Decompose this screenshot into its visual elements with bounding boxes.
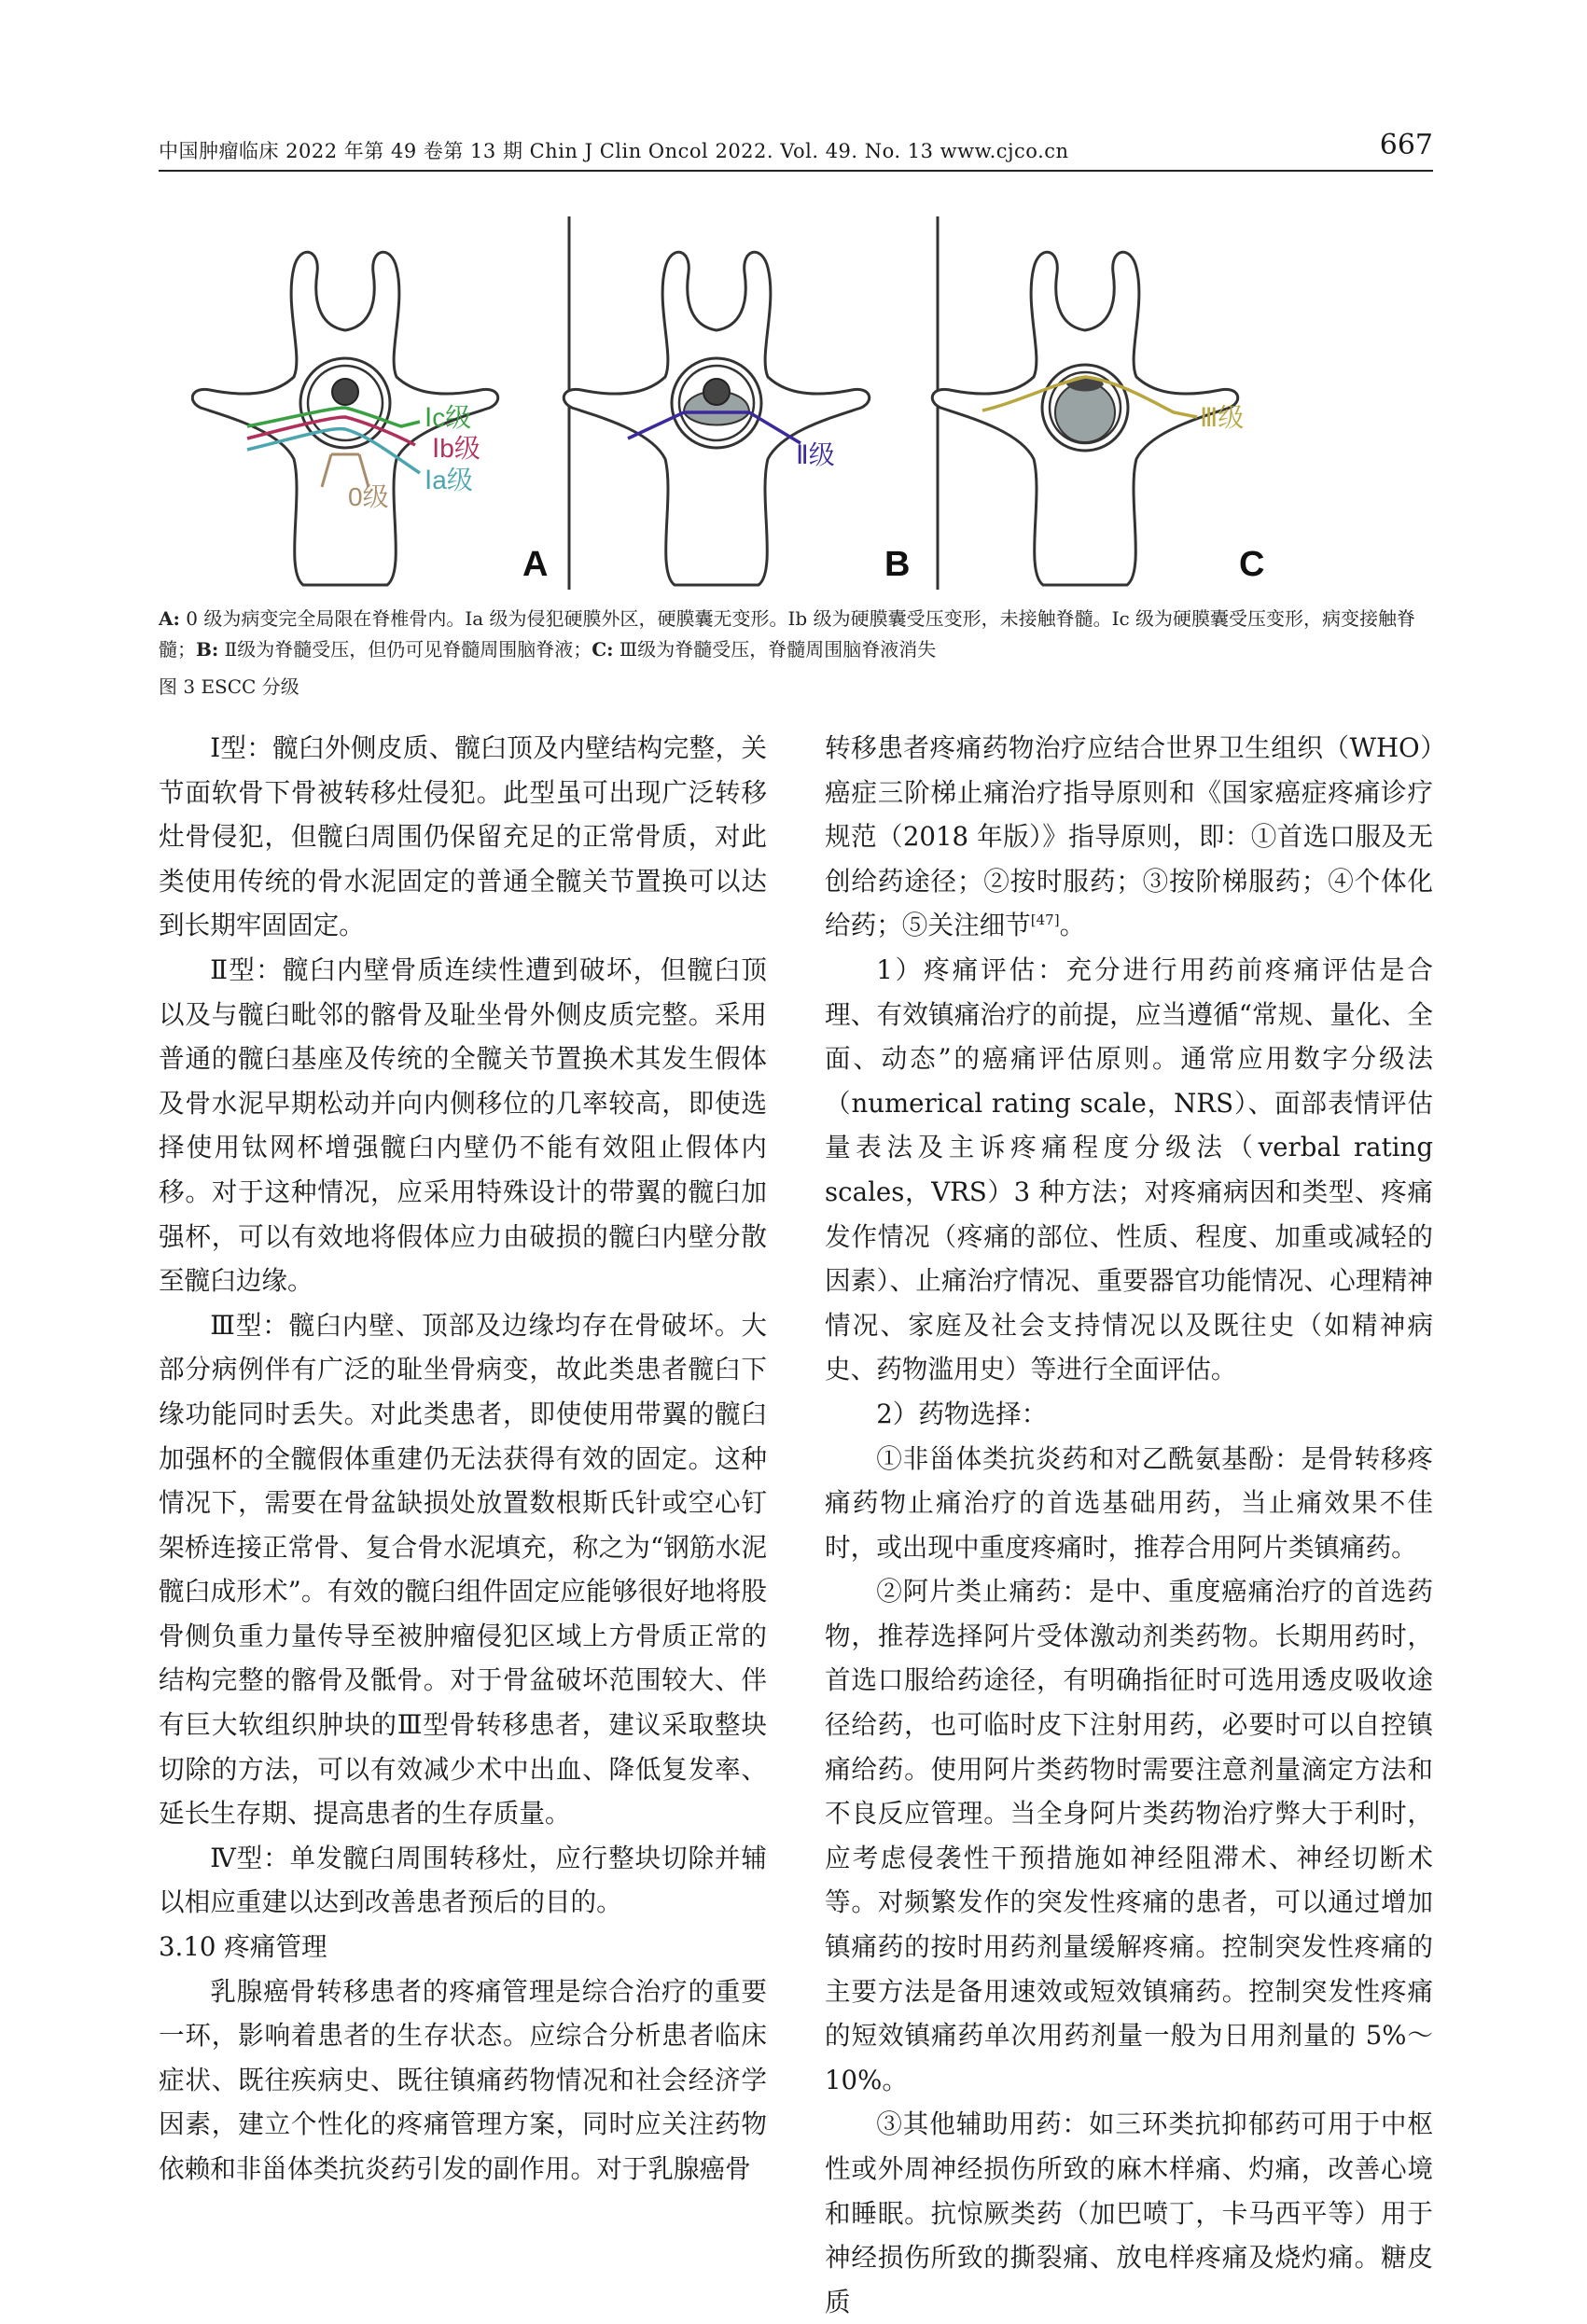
escc-panels: [191, 216, 1453, 608]
paragraph-nsaids: ①非甾体类抗炎药和对乙酰氨基酚：是骨转移疼痛药物止痛治疗的首选基础用药，当止痛效果不佳时，或出现中重度疼痛时，推荐合用阿片类镇痛药。: [825, 1442, 1433, 1563]
paragraph-pain-management: 乳腺癌骨转移患者的疼痛管理是综合治疗的重要一环，影响着患者的生存状态。应综合分析患者临床症状、既往疾病史、既往镇痛药物情况和社会经济学因素，建立个性化的疼痛管理方案，同时应关注药物依赖和非甾体类抗炎药引发的副作用。对于乳腺癌骨: [159, 1975, 767, 2184]
paragraph-adjuvants: ③其他辅助用药：如三环类抗抑郁药可用于中枢性或外周神经损伤所致的麻木样痛、灼痛，改善心境和睡眠。抗惊厥类药（加巴喷丁，卡马西平等）用于神经损伤所致的撕裂痛、放电样疼痛及烧灼痛。糖皮质: [825, 2108, 1433, 2317]
who-text: 转移患者疼痛药物治疗应结合世界卫生组织（WHO）癌症三阶梯止痛治疗指导原则和《国家癌症疼痛诊疗规范（2018 年版）》指导原则，即：①首选口服及无创给药途径；②按时服药；③按阶梯服药；④个体化给药；⑤关注细节: [825, 732, 1433, 941]
label-ib: Ⅰb级: [432, 434, 480, 463]
paragraph-type-4: Ⅳ型：单发髋臼周围转移灶，应行整块切除并辅以相应重建以达到改善患者预后的目的。: [159, 1842, 767, 1918]
section-heading: 3.10 疼痛管理: [159, 1931, 327, 1963]
paragraph-type-3: Ⅲ型：髋臼内壁、顶部及边缘均存在骨破坏。大部分病例伴有广泛的耻坐骨病变，故此类患者髋臼下缘功能同时丢失。对此类患者，即使使用带翼的髋臼加强杯的全髋假体重建仍无法获得有效的固定。这种情况下，需要在骨盆缺损处放置数根斯氏针或空心钉架桥连接正常骨、复合骨水泥填充，称之为“钢筋水泥髋臼成形术”。有效的髋臼组件固定应能够很好地将股骨侧负重力量传导至被肿瘤侵犯区域上方骨质正常的结构完整的髂骨及骶骨。对于骨盆破坏范围较大、伴有巨大软组织肿块的Ⅲ型骨转移患者，建议采取整块切除的方法，可以有效减少术中出血、降低复发率、延长生存期、提高患者的生存质量。: [159, 1309, 767, 1830]
paragraph-type-1: Ⅰ型：髋臼外侧皮质、髋臼顶及内壁结构完整，关节面软骨下骨被转移灶侵犯。此型虽可出现广泛转移灶骨侵犯，但髋臼周围仍保留充足的正常骨质，对此类使用传统的骨水泥固定的普通全髋关节置换可以达到长期牢固固定。: [159, 732, 767, 941]
panel-label-b: B: [884, 545, 911, 584]
paragraph-opioids: ②阿片类止痛药：是中、重度癌痛治疗的首选药物，推荐选择阿片受体激动剂类药物。长期用药时，首选口服给药途径，有明确指征时可选用透皮吸收途径给药，也可临时皮下注射用药，必要时可以自控镇痛给药。使用阿片类药物时需要注意剂量滴定方法和不良反应管理。当全身阿片类药物治疗弊大于利时，应考虑侵袭性干预措施如神经阻滞术、神经切断术等。对频繁发作的突发性疼痛的患者，可以通过增加镇痛药的按时用药剂量缓解疼痛。控制突发性疼痛的主要方法是备用速效或短效镇痛药。控制突发性疼痛的短效镇痛药单次用药剂量一般为日用剂量的 5%～10%。: [825, 1576, 1433, 2095]
caption-text-2: Ⅱ级为脊髓受压，但仍可见脊髓周围脑脊液；: [218, 638, 592, 661]
label-g3: Ⅲ级: [1200, 403, 1245, 432]
caption-text-1: 0 级为病变完全局限在脊椎骨内。Ⅰa 级为侵犯硬膜外区，硬膜囊无变形。Ⅰb 级为硬膜囊受压变形，未接触脊髓。Ⅰc 级为硬膜囊受压变形，病变接触脊髓；: [159, 607, 1416, 661]
journal-header-text: 中国肿瘤临床 2022 年第 49 卷第 13 期 Chin J Clin Oncol 2022. Vol. 49. No. 13 www.cjco.cn: [159, 140, 1069, 162]
panel-label-c: C: [1239, 545, 1265, 584]
panel-label-a: A: [522, 545, 549, 584]
header-rule: [159, 170, 1433, 172]
reference-47[interactable]: [47]: [1030, 912, 1060, 929]
caption-a-label: A:: [159, 607, 180, 630]
figure-caption: [159, 604, 1437, 665]
spinal-cord-a: [332, 379, 358, 405]
figure-number: 图 3 ESCC 分级: [159, 675, 299, 698]
running-header: [159, 129, 1433, 172]
label-g0: 0级: [348, 482, 389, 511]
label-ic: Ⅰc级: [425, 403, 472, 432]
right-column: [825, 726, 1433, 2324]
label-g2: Ⅱ级: [796, 440, 835, 469]
thecal-full-c: [1055, 383, 1115, 442]
label-ia: Ⅰa级: [425, 466, 473, 494]
paragraph-who-principles: [825, 726, 1433, 948]
paragraph-type-2: Ⅱ型：髋臼内壁骨质连续性遭到破坏，但髋臼顶以及与髋臼毗邻的髂骨及耻坐骨外侧皮质完整。采用普通的髋臼基座及传统的全髋关节置换术其发生假体及骨水泥早期松动并向内侧移位的几率较高，即使选择使用钛网杯增强髋臼内壁仍不能有效阻止假体内移。对于这种情况，应采用特殊设计的带翼的髋臼加强杯，可以有效地将假体应力由破损的髋臼内壁分散至髋臼边缘。: [159, 953, 767, 1297]
caption-b-label: B:: [196, 638, 219, 661]
paragraph-drug-selection: 2）药物选择：: [876, 1398, 1048, 1429]
who-end: 。: [1059, 910, 1086, 941]
escc-figure: [191, 216, 1453, 616]
left-column: [159, 726, 767, 2192]
page-number: 667: [1379, 129, 1433, 161]
spinal-cord-b: [703, 379, 730, 405]
paragraph-pain-assessment: 1）疼痛评估：充分进行用药前疼痛评估是合理、有效镇痛治疗的前提，应当遵循“常规、量化、全面、动态”的癌痛评估原则。通常应用数字分级法（numerical rating scale，NRS）、面部表情评估量表法及主诉疼痛程度分级法（verbal rating scales，VRS）3 种方法；对疼痛病因和类型、疼痛发作情况（疼痛的部位、性质、程度、加重或减轻的因素）、止痛治疗情况、重要器官功能情况、心理精神情况、家庭及社会支持情况以及既往史（如精神病史、药物滥用史）等进行全面评估。: [825, 953, 1433, 1385]
caption-text-3: Ⅲ级为脊髓受压，脊髓周围脑脊液消失: [613, 638, 937, 661]
caption-c-label: C:: [592, 638, 614, 661]
